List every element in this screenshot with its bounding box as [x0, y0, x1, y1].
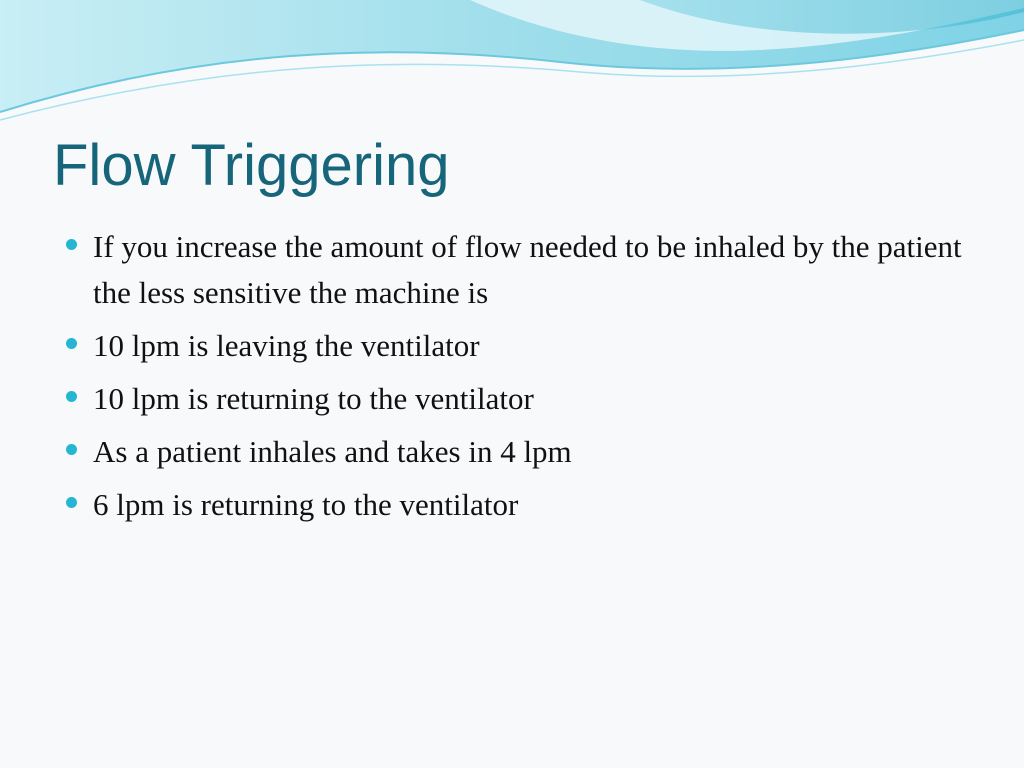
list-item — [66, 482, 996, 528]
bullet-text: 10 lpm is leaving the ventilator — [93, 328, 480, 363]
bullet-dot-icon — [66, 497, 77, 508]
list-item — [66, 323, 996, 369]
list-item — [66, 224, 996, 316]
header-wave-decoration — [0, 0, 1024, 130]
bullet-dot-icon — [66, 239, 77, 250]
bullet-dot-icon — [66, 444, 77, 455]
bullet-text: 6 lpm is returning to the ventilator — [93, 487, 519, 522]
bullet-list — [66, 224, 996, 535]
list-item — [66, 376, 996, 422]
bullet-dot-icon — [66, 391, 77, 402]
bullet-dot-icon — [66, 338, 77, 349]
bullet-text: If you increase the amount of flow needed to be inhaled by the patient the less sensitive the machine is — [93, 229, 962, 310]
bullet-text: As a patient inhales and takes in 4 lpm — [93, 434, 572, 469]
list-item — [66, 429, 996, 475]
bullet-text: 10 lpm is returning to the ventilator — [93, 381, 534, 416]
slide-title: Flow Triggering — [53, 133, 450, 198]
